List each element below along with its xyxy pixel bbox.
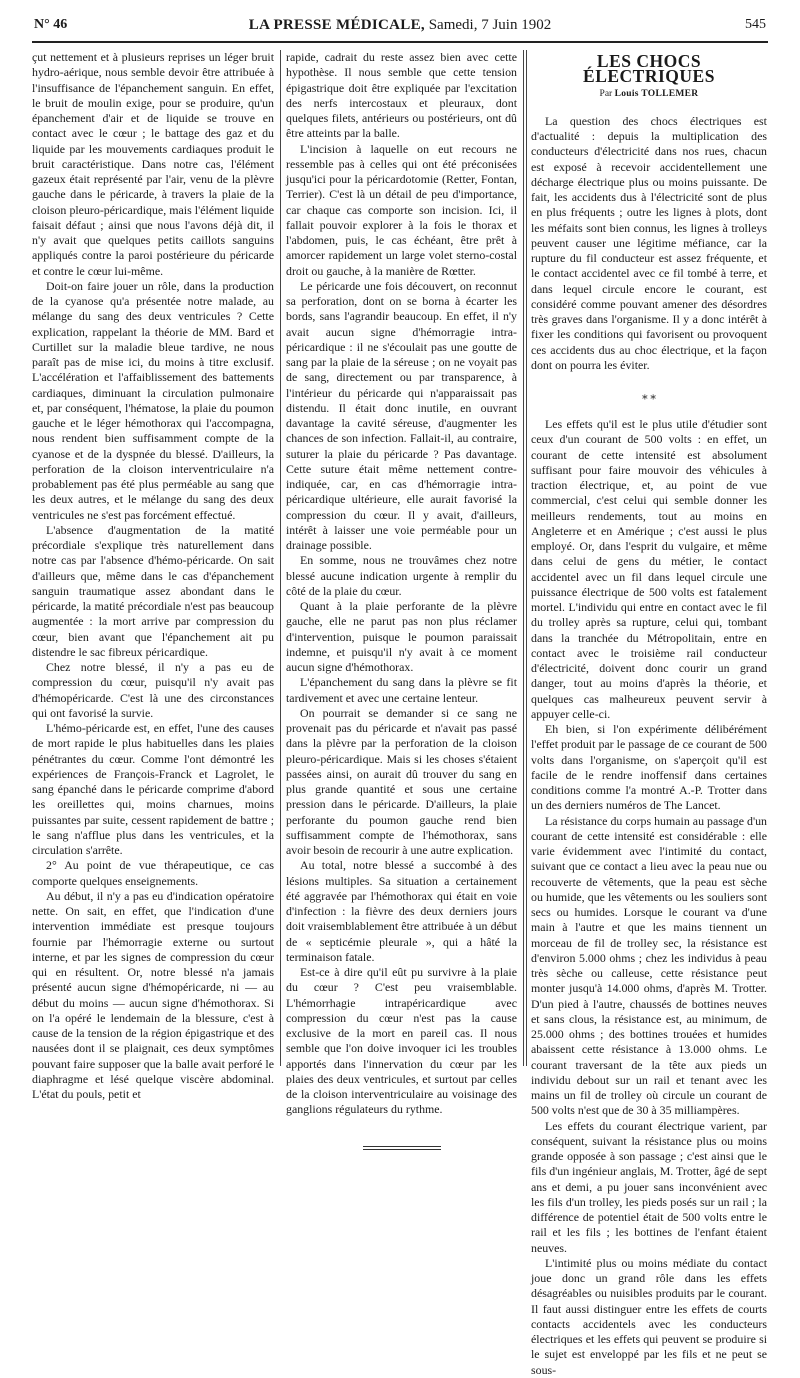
paragraph: L'hémo-péricarde est, en effet, l'une des causes de mort rapide le plus habituelles dans les plaies pénétrantes du cœur. Comme l'ont démontré les expériences de François-Franck et Lagrolet, le sang épanché dans le péricarde comprime d'abord les oreillettes qui, moins charnues, moins puissantes par suite, cessent rapidement de battre ; le sang n'afflue plus dans les ventricules, et la circulation s'arrête.: [32, 721, 274, 857]
intro-paragraph: La question des chocs électriques est d'actualité : depuis la multiplication des conducteurs d'électricité dans nos rues, chacun est exposé à recevoir accidentellement une décharge électrique plus ou moins puissante. De fait, les accidents dus à l'électricité sont de plus en plus fréquents ; outre les lignes à plots, dont les méfaits sont bien connus, les lignes à trolleys peuvent causer une légitime méfiance, car la rupture du fil conducteur est assez fréquente, et le contact accidentel avec ce fil tombé à terre, et dans lequel circule encore le courant, est considéré comme pouvant amener des désordres très graves dans l'organisme. Il y a donc intérêt à fixer les conditions qui favorisent ou provoquent ces accidents dus au choc électrique, et la façon dont on pourra les éviter.: [531, 113, 767, 372]
paragraph: Au total, notre blessé a succombé à des lésions multiples. Sa situation a certainement été aggravée par l'hémothorax qui était en voie d'infection : la fièvre des deux derniers jours doit vraisemblablement être attribuée à un début de « septicémie pleurale », qui a hâté la terminaison fatale.: [286, 858, 517, 964]
paragraph: Le péricarde une fois découvert, on reconnut sa perforation, dont on se borna à écarter les bords, sans l'agrandir beaucoup. En effet, il n'y avait aucun signe d'hémorragie intra-péricardique : il ne s'écoulait pas une goutte de sang par la plaie de la séreuse ; on ne voyait pas de sang, directement ou par transparence, à l'intérieur du péricarde qui n'apparaissait pas distendu. Il était donc inutile, en ouvrant davantage la cavité séreuse, d'augmenter les chances de son infection. Fallait-il, au contraire, suturer la plaie du péricarde ? Pas davantage. Cette suture était même nettement contre-indiquée, car, en cas d'hémorragie intra-péricardique ultérieure, elle aurait favorisé la compression du cœur. Il y avait, d'ailleurs, intérêt à laisser une voie perméable pour un drainage possible.: [286, 278, 517, 552]
paragraph: L'incision à laquelle on eut recours ne ressemble pas à celles qui ont été préconisées jusqu'ici pour la péricardotomie (Retter, Fontan, Terrier). C'est là un détail de peu d'importance, car chaque cas comporte son incision. Ici, il fallait pouvoir explorer à la fois le thorax et l'abdomen, puis, le cas échéant, être prêt à amorcer rapidement un large volet sterno-costal droit ou gauche, à la manière de Rœtter.: [286, 141, 517, 278]
paragraph: On pourrait se demander si ce sang ne provenait pas du péricarde et n'avait pas passé dans la plèvre par la perforation de la cloison pleuro-péricardique. Mais si les choses s'étaient passées ainsi, on aurait dû trouver du sang en plus grande quantité et sous une certaine pression dans le péricarde. D'ailleurs, la plaie perforante du poumon gauche rend bien suffisamment compte de l'hémothorax, sans avoir besoin de recourir à une autre explication.: [286, 705, 517, 857]
paragraph: Quant à la plaie perforante de la plèvre gauche, elle ne parut pas non plus réclamer d'intervention, puisque le poumon paraissait indemne, et puisqu'il n'y avait à ce moment aucun signe d'hémothorax.: [286, 599, 517, 674]
running-head: [32, 17, 768, 34]
issue-number: N° 46: [34, 17, 68, 32]
page-header: [32, 17, 768, 43]
paragraph: çut nettement et à plusieurs reprises un léger bruit hydro-aérique, nous semble devoir être attribuée à l'insuffisance de l'épanchement sanguin. En effet, le bruit de moulin exige, pour se produire, qu'un épanchement d'air et de liquide se trouve en contact avec le cœur ; le battage des gaz et du liquide par les mouvements cardiaques produit le bruit caractéristique. Dans notre cas, l'élément gazeux était représenté par l'air, venu de la plèvre gauche dans le péricarde, à travers la plaie de la cloison pleuro-péricardique, mais l'élément liquide faisait défaut ; ainsi que nous l'avons déjà dit, il n'y avait que quelques petits caillots sanguins appliqués contre la paroi postérieure du péricarde et contre le cœur lui-même.: [32, 50, 274, 278]
article-end-rule: [363, 1146, 441, 1150]
paragraph: Chez notre blessé, il n'y a pas eu de compression du cœur, puisqu'il n'y avait pas d'hémopéricarde. C'est là une des circonstances qui ont favorisé la survie.: [32, 660, 274, 720]
byline-prefix: Par: [599, 88, 613, 99]
column-divider: [526, 50, 527, 1066]
paragraph: Eh bien, si l'on expérimente délibérément l'effet produit par le passage de ce courant de 500 volts dans l'organisme, on s'aperçoit qu'il est facile de le rendre inoffensif dans certaines conditions comme l'a montré A.-P. Trotter dans un des derniers numéros de The Lancet.: [531, 722, 767, 813]
text-column-3: [531, 50, 767, 1378]
section-separator-stars: ⁎ ⁎: [642, 390, 656, 402]
issue-date: Samedi, 7 Juin 1902: [428, 17, 552, 33]
paragraph: L'intimité plus ou moins médiate du contact joue donc un grand rôle dans les effets désagréables ou nuisibles produits par le courant. Il faut aussi distinguer entre les effets de courts contacts accidentels avec les conducteurs électriques et les effets qui peuvent se produire si le sujet est enveloppé par les fils et ne peut se sous-: [531, 1255, 767, 1377]
paragraph: rapide, cadrait du reste assez bien avec cette hypothèse. Il nous semble que cette tension épigastrique doit être expliquée par l'excitation des nerfs intercostaux et pleuraux, dont quelques filets, antérieurs ou postérieurs, ont dû être atteints par la balle.: [286, 50, 517, 141]
column-divider: [280, 50, 281, 1066]
paragraph: Les effets du courant électrique varient, par conséquent, suivant la résistance plus ou moins grande opposée à son passage ; c'est ainsi que le fils d'un ingénieur anglais, M. Trotter, âgé de sept ans et demi, a pu jouer sans inconvénient avec les fils d'un trolley, les pieds posés sur un rail ; la différence de potentiel était de 500 volts entre le rail et les fils ; les bottines de l'enfant étaient neuves.: [531, 1118, 767, 1255]
author-name: Louis TOLLEMER: [614, 88, 699, 99]
paragraph: Au début, il n'y a pas eu d'indication opératoire nette. On sait, en effet, que l'indication d'une intervention immédiate est presque toujours fournie par l'hémorragie externe ou surtout interne, et par les signes de compression du cœur qui en résultent. Or, notre blessé n'a jamais présenté aucun signe d'hémopéricarde, ni — au début du moins — aucun signe d'hémothorax. Si on l'a opéré le lendemain de la blessure, c'est à cause de la tension de la région épigastrique et des nausées dont il se plaignait, ces deux symptômes pouvant faire supposer que la balle avait perforé le diaphragme et lésé quelque viscère abdominal. L'état du pouls, petit et: [32, 888, 274, 1101]
article-title: LES CHOCS ÉLECTRIQUES: [583, 51, 715, 87]
paragraph: Est-ce à dire qu'il eût pu survivre à la plaie du cœur ? C'est peu vraisemblable. L'hémorrhagie intrapéricardique avec compression du cœur n'est pas la cause exclusive de la mort en pareil cas. Il nous semble que l'on doive invoquer ici les troubles apportés dans l'innervation du cœur par les plaies des deux ventricules, et surtout par celles de la cloison interventriculaire au voisinage des ganglions régulateurs du rythme.: [286, 965, 517, 1117]
text-column-1: [32, 50, 274, 1102]
page-number: 545: [745, 17, 766, 32]
header-rule: [32, 41, 768, 43]
paragraph: L'absence d'augmentation de la matité précordiale s'explique très naturellement dans notre cas par l'absence d'hémo-péricarde. On sait d'ailleurs que, même dans le cas d'épanchement sanguin traumatique assez abondant dans le péricarde, la matité précordiale n'est pas beaucoup augmentée : la mort arrive par compression du cœur, bien avant que l'épanchement ait pu distendre le sac fibreux péricardique.: [32, 522, 274, 659]
column-divider: [523, 50, 524, 1066]
paragraph: Doit-on faire jouer un rôle, dans la production de la cyanose qu'a présentée notre malade, au mélange du sang des deux ventricules ? Cette explication, rappelant la théorie de MM. Bard et Curtillet sur la maladie bleue tardive, ne nous paraît pas de mise ici, du moins à titre exclusif. L'accélération et l'affaiblissement des battements cardiaques, diminuant la circulation pulmonaire et, par conséquent, l'hématose, la plaie du poumon gauche et le léger hémothorax qui l'accompagna, nous rendent bien suffisamment compte de la cyanose et de la dyspnée du blessé. D'ailleurs, la perforation de la cloison interventriculaire n'a probablement pas été plus perméable au sang que les deux autres, et le mélange du sang des deux ventricules ne s'est pas forcément effectué.: [32, 278, 274, 522]
byline: [531, 87, 767, 102]
paragraph: La résistance du corps humain au passage d'un courant de cette intensité est considérable : elle varie évidemment avec l'intimité du contact, suivant que ce contact a lieu avec la peau nue ou recouverte de vêtements, que la peau est sèche ou humide, que les vêtements ou les souliers sont secs ou humides. Lorsque le courant va d'une main à l'autre et que les mains tiennent un morceau de fil de trolley sec, la résistance est d'environ 5.000 ohms ; chez les individus à peau très sèche ou calleuse, cette résistance peut monter jusqu'à 14.000 ohms, d'après M. Trotter. D'un pied à l'autre, chaussés de bottines neuves et sans clous, la résistance est, au minimum, de 25.000 ohms ; des bottines trouées et humides abaissent cette résistance à 13.000 ohms. Le courant traversant de la tête aux pieds un individu debout sur un rail et tenant avec les mains un fil de trolley où circule un courant de 500 volts n'est que de 30 à 35 milliampères.: [531, 813, 767, 1118]
paragraph: L'épanchement du sang dans la plèvre se fit tardivement et avec une certaine lenteur.: [286, 675, 517, 705]
paragraph: Les effets qu'il est le plus utile d'étudier sont ceux d'un courant de 500 volts : en effet, un courant de cette intensité est absolument suffisant pour faire mouvoir des véhicules à traction électrique, et, au point de vue commercial, c'est celui qui semble donner les meilleurs rendements, tout au moins en Angleterre et en Amérique ; c'est aussi le plus employé. Or, dans l'esprit du vulgaire, et même dans celui de gens du métier, le contact accidentel avec un fil dans lequel circule une puissance électrique de 500 volts est fatalement mortel. L'individu qui entre en contact avec le fil du trolley après sa rupture, celui qui, tombant dans la tranchée du Métropolitain, entre en contact avec le troisième rail conducteur d'électricité, doivent donc courir un grand danger, tout au moins d'après la théorie, et quelques cas malheureux peuvent servir à appuyer celle-ci.: [531, 417, 767, 721]
publication-name: LA PRESSE MÉDICALE,: [248, 17, 425, 33]
paragraph: 2° Au point de vue thérapeutique, ce cas comporte quelques enseignements.: [32, 858, 274, 888]
text-column-2: [286, 50, 517, 1150]
paragraph: En somme, nous ne trouvâmes chez notre blessé aucune indication urgente à remplir du côté de la plaie du cœur.: [286, 553, 517, 598]
